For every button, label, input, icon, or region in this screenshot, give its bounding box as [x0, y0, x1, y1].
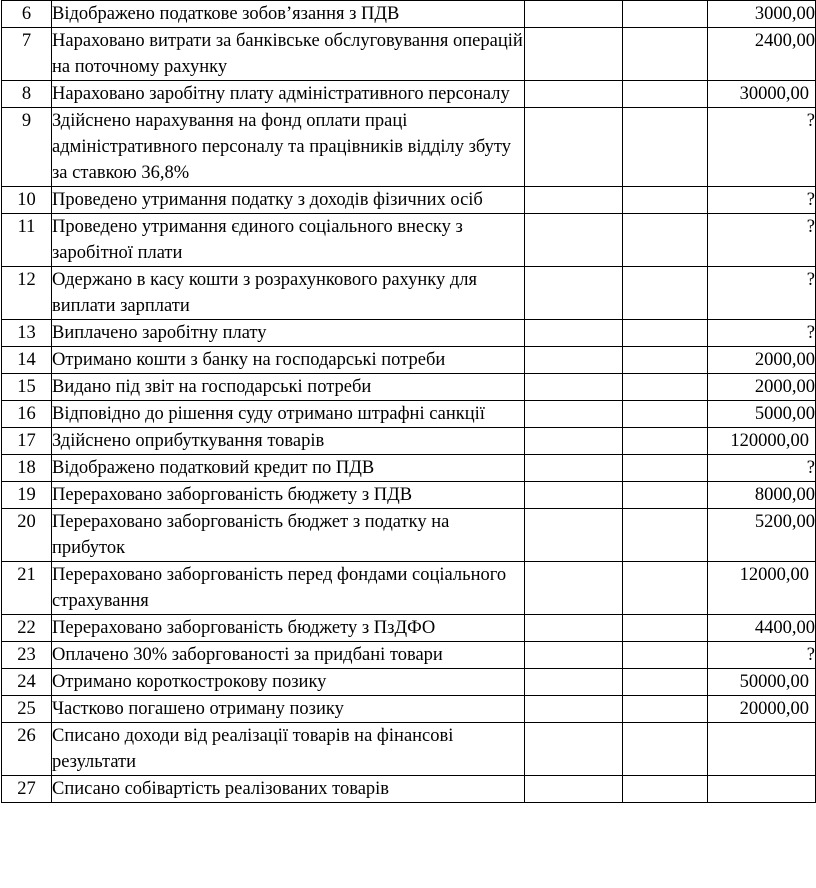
- operation-description: Перераховано заборгованість бюджету з ПДВ: [52, 482, 525, 509]
- amount-cell: 2000,00: [708, 347, 816, 374]
- debit-account-cell: [525, 615, 623, 642]
- operation-description: Проведено утримання податку з доходів фізичних осіб: [52, 187, 525, 214]
- debit-account-cell: [525, 214, 623, 267]
- amount-cell: 20000,00: [708, 696, 816, 723]
- credit-account-cell: [623, 267, 708, 320]
- operation-description: Одержано в касу кошти з розрахункового рахунку для виплати зарплати: [52, 267, 525, 320]
- operation-description: Здійснено оприбуткування товарів: [52, 428, 525, 455]
- row-number: 13: [2, 320, 52, 347]
- operation-description: Нараховано витрати за банківське обслуговування операцій на поточному рахунку: [52, 28, 525, 81]
- amount-cell: ?: [708, 642, 816, 669]
- table-row: [2, 428, 816, 455]
- credit-account-cell: [623, 320, 708, 347]
- credit-account-cell: [623, 347, 708, 374]
- debit-account-cell: [525, 723, 623, 776]
- row-number: 9: [2, 108, 52, 187]
- credit-account-cell: [623, 187, 708, 214]
- amount-cell: 2400,00: [708, 28, 816, 81]
- operation-description: Відповідно до рішення суду отримано штрафні санкції: [52, 401, 525, 428]
- table-row: [2, 320, 816, 347]
- amount-cell: ?: [708, 187, 816, 214]
- operation-description: Проведено утримання єдиного соціального внеску з заробітної плати: [52, 214, 525, 267]
- debit-account-cell: [525, 642, 623, 669]
- row-number: 18: [2, 455, 52, 482]
- table-row: [2, 562, 816, 615]
- debit-account-cell: [525, 28, 623, 81]
- operation-description: Видано під звіт на господарські потреби: [52, 374, 525, 401]
- table-row: [2, 267, 816, 320]
- debit-account-cell: [525, 108, 623, 187]
- table-row: [2, 482, 816, 509]
- credit-account-cell: [623, 455, 708, 482]
- debit-account-cell: [525, 374, 623, 401]
- credit-account-cell: [623, 108, 708, 187]
- debit-account-cell: [525, 696, 623, 723]
- row-number: 8: [2, 81, 52, 108]
- row-number: 15: [2, 374, 52, 401]
- row-number: 20: [2, 509, 52, 562]
- row-number: 22: [2, 615, 52, 642]
- amount-cell: ?: [708, 108, 816, 187]
- row-number: 10: [2, 187, 52, 214]
- operation-description: Перераховано заборгованість бюджет з податку на прибуток: [52, 509, 525, 562]
- row-number: 17: [2, 428, 52, 455]
- row-number: 11: [2, 214, 52, 267]
- transactions-table: [1, 0, 816, 803]
- debit-account-cell: [525, 428, 623, 455]
- credit-account-cell: [623, 562, 708, 615]
- row-number: 14: [2, 347, 52, 374]
- credit-account-cell: [623, 81, 708, 108]
- amount-cell: ?: [708, 267, 816, 320]
- row-number: 27: [2, 776, 52, 803]
- debit-account-cell: [525, 1, 623, 28]
- credit-account-cell: [623, 374, 708, 401]
- operation-description: Отримано короткострокову позику: [52, 669, 525, 696]
- amount-cell: 4400,00: [708, 615, 816, 642]
- debit-account-cell: [525, 669, 623, 696]
- amount-cell: 2000,00: [708, 374, 816, 401]
- row-number: 19: [2, 482, 52, 509]
- operation-description: Оплачено 30% заборгованості за придбані товари: [52, 642, 525, 669]
- credit-account-cell: [623, 509, 708, 562]
- debit-account-cell: [525, 562, 623, 615]
- table-row: [2, 214, 816, 267]
- credit-account-cell: [623, 1, 708, 28]
- amount-cell: 120000,00: [708, 428, 816, 455]
- operation-description: Відображено податковий кредит по ПДВ: [52, 455, 525, 482]
- row-number: 16: [2, 401, 52, 428]
- credit-account-cell: [623, 482, 708, 509]
- operation-description: Виплачено заробітну плату: [52, 320, 525, 347]
- table-row: [2, 347, 816, 374]
- operation-description: Перераховано заборгованість перед фондами соціального страхування: [52, 562, 525, 615]
- table-row: [2, 615, 816, 642]
- operation-description: Отримано кошти з банку на господарські потреби: [52, 347, 525, 374]
- table-row: [2, 642, 816, 669]
- amount-cell: ?: [708, 214, 816, 267]
- amount-cell: ?: [708, 320, 816, 347]
- table-row: [2, 696, 816, 723]
- debit-account-cell: [525, 347, 623, 374]
- row-number: 23: [2, 642, 52, 669]
- debit-account-cell: [525, 776, 623, 803]
- credit-account-cell: [623, 723, 708, 776]
- amount-cell: 3000,00: [708, 1, 816, 28]
- credit-account-cell: [623, 615, 708, 642]
- credit-account-cell: [623, 214, 708, 267]
- amount-cell: 8000,00: [708, 482, 816, 509]
- table-row: [2, 723, 816, 776]
- row-number: 7: [2, 28, 52, 81]
- amount-cell: ?: [708, 455, 816, 482]
- table-row: [2, 108, 816, 187]
- table-row: [2, 669, 816, 696]
- credit-account-cell: [623, 642, 708, 669]
- debit-account-cell: [525, 401, 623, 428]
- credit-account-cell: [623, 401, 708, 428]
- operation-description: Здійснено нарахування на фонд оплати праці адміністративного персоналу та працівників відділу збуту за ставкою 36,8%: [52, 108, 525, 187]
- operation-description: Списано доходи від реалізації товарів на фінансові результати: [52, 723, 525, 776]
- amount-cell: [708, 776, 816, 803]
- row-number: 26: [2, 723, 52, 776]
- table-row: [2, 509, 816, 562]
- credit-account-cell: [623, 696, 708, 723]
- amount-cell: 50000,00: [708, 669, 816, 696]
- amount-cell: 5000,00: [708, 401, 816, 428]
- amount-cell: [708, 723, 816, 776]
- transactions-table-body: [2, 1, 816, 803]
- credit-account-cell: [623, 776, 708, 803]
- row-number: 12: [2, 267, 52, 320]
- amount-cell: 5200,00: [708, 509, 816, 562]
- table-row: [2, 374, 816, 401]
- debit-account-cell: [525, 320, 623, 347]
- table-row: [2, 187, 816, 214]
- operation-description: Відображено податкове зобов’язання з ПДВ: [52, 1, 525, 28]
- debit-account-cell: [525, 187, 623, 214]
- table-row: [2, 81, 816, 108]
- debit-account-cell: [525, 455, 623, 482]
- table-row: [2, 776, 816, 803]
- credit-account-cell: [623, 28, 708, 81]
- operation-description: Частково погашено отриману позику: [52, 696, 525, 723]
- debit-account-cell: [525, 81, 623, 108]
- table-row: [2, 401, 816, 428]
- row-number: 6: [2, 1, 52, 28]
- operation-description: Нараховано заробітну плату адміністративного персоналу: [52, 81, 525, 108]
- table-row: [2, 1, 816, 28]
- row-number: 24: [2, 669, 52, 696]
- table-row: [2, 28, 816, 81]
- operation-description: Списано собівартість реалізованих товарів: [52, 776, 525, 803]
- amount-cell: 12000,00: [708, 562, 816, 615]
- debit-account-cell: [525, 509, 623, 562]
- operation-description: Перераховано заборгованість бюджету з ПзДФО: [52, 615, 525, 642]
- credit-account-cell: [623, 669, 708, 696]
- row-number: 21: [2, 562, 52, 615]
- credit-account-cell: [623, 428, 708, 455]
- debit-account-cell: [525, 267, 623, 320]
- row-number: 25: [2, 696, 52, 723]
- table-row: [2, 455, 816, 482]
- debit-account-cell: [525, 482, 623, 509]
- amount-cell: 30000,00: [708, 81, 816, 108]
